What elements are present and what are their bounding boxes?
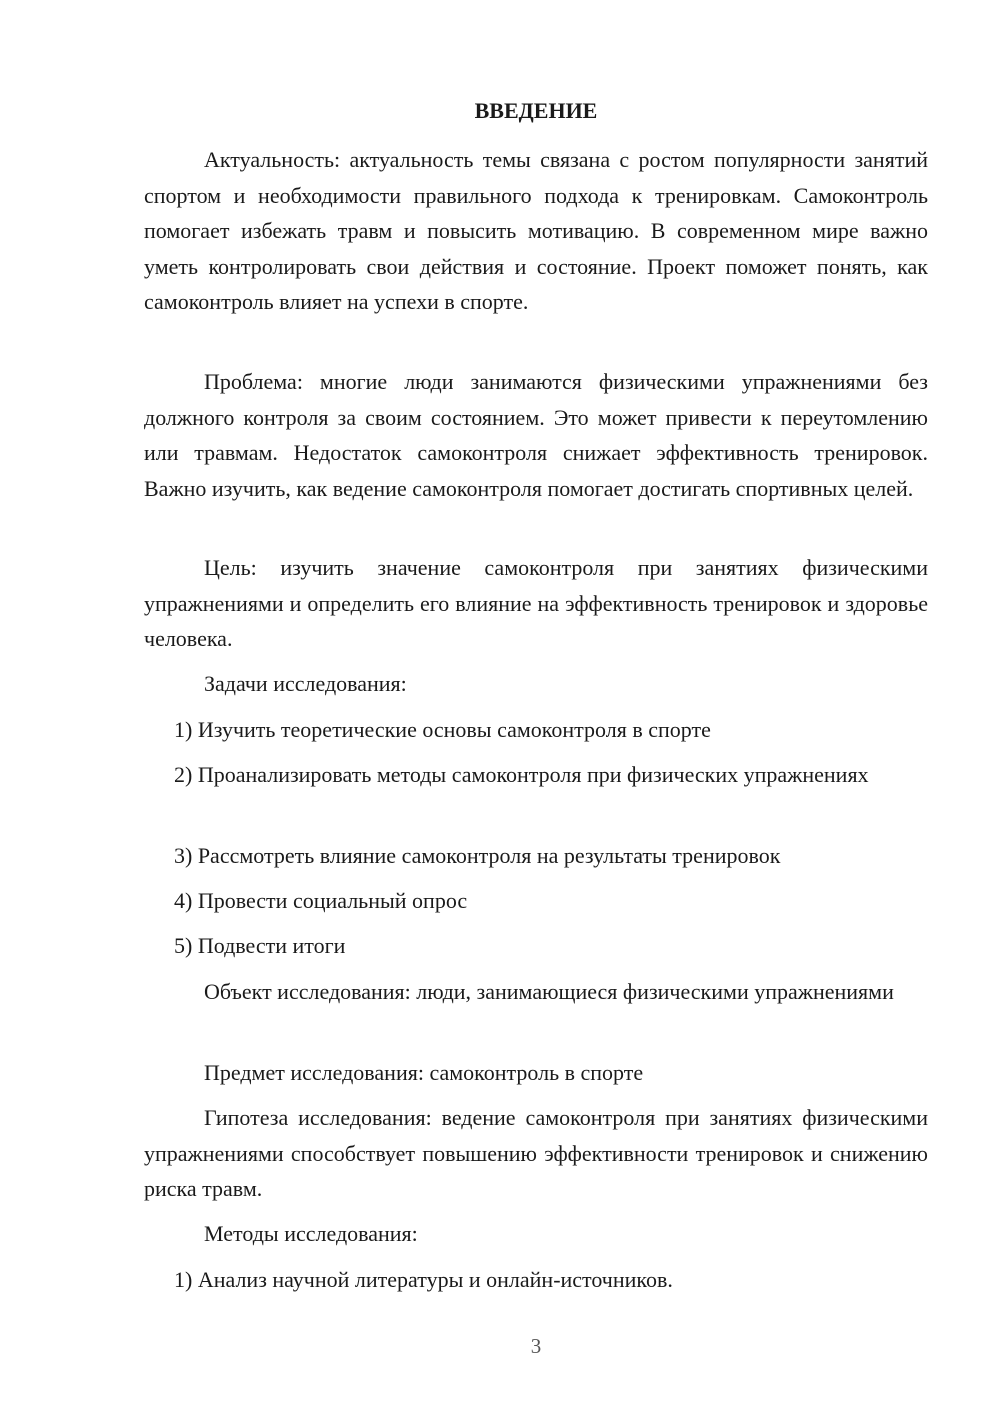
goal-paragraph: Цель: изучить значение самоконтроля при занятиях физическими упражнениями и определить его влияние на эффективность тренировок и здоровье человека. (144, 555, 928, 651)
task-item-2: 2) Проанализировать методы самоконтроля при физических упражнениях (174, 762, 869, 787)
method-item-1: 1) Анализ научной литературы и онлайн-источников. (174, 1267, 673, 1292)
task-item-5: 5) Подвести итоги (174, 933, 346, 958)
page-number: 3 (530, 1334, 542, 1358)
methods-title: Методы исследования: (204, 1221, 418, 1246)
task-item-3: 3) Рассмотреть влияние самоконтроля на результаты тренировок (174, 843, 781, 868)
hypothesis-paragraph: Гипотеза исследования: ведение самоконтроля при занятиях физическими упражнениями способствует повышению эффективности тренировок и снижению риска травм. (144, 1105, 928, 1201)
relevance-paragraph: Актуальность: актуальность темы связана с ростом популярности занятий спортом и необходимости правильного подхода к тренировкам. Самоконтроль помогает избежать травм и повысить мотивацию. В современном мире важно уметь контролировать свои действия и состояние. Проект поможет понять, как самоконтроль влияет на успехи в спорте. (144, 147, 928, 314)
object-paragraph: Объект исследования: люди, занимающиеся физическими упражнениями (204, 979, 894, 1004)
tasks-title: Задачи исследования: (204, 671, 407, 696)
section-heading: ВВЕДЕНИЕ (474, 98, 598, 123)
task-item-1: 1) Изучить теоретические основы самоконтроля в спорте (174, 717, 711, 742)
task-item-4: 4) Провести социальный опрос (174, 888, 468, 913)
problem-paragraph: Проблема: многие люди занимаются физическими упражнениями без должного контроля за своим состоянием. Это может привести к переутомлению или травмам. Недостаток самоконтроля снижает эффективность тренировок. Важно изучить, как ведение самоконтроля помогает достигать спортивных целей. (144, 369, 928, 501)
subject-paragraph: Предмет исследования: самоконтроль в спорте (204, 1060, 644, 1085)
